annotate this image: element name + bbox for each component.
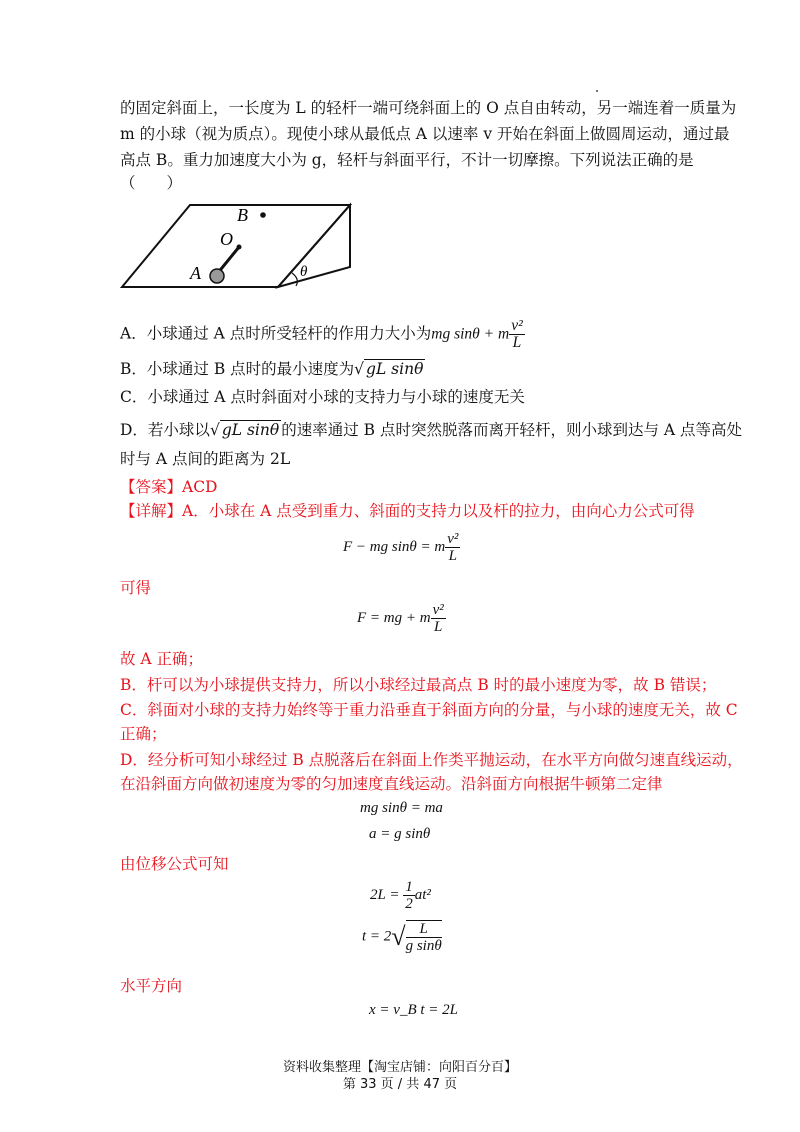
stray-dot <box>596 90 598 92</box>
question-line-4: （ ） <box>120 174 183 192</box>
equation-5: 2L = $\frac{1}{2}$ at² <box>370 879 431 912</box>
option-c: C．小球通过 A 点时斜面对小球的支持力与小球的速度无关 <box>120 388 525 406</box>
pivot-point-o <box>237 245 242 250</box>
sqrt-icon: √ <box>391 922 406 951</box>
label-theta: θ <box>300 264 308 280</box>
equation-7: x = v_B t = 2L <box>369 1002 458 1018</box>
option-d-sqrt: gL sinθ <box>221 421 280 439</box>
option-a-fraction: $\frac{\text{v²}}{L}$ <box>511 317 523 351</box>
option-b <box>120 358 425 380</box>
equation-4: a = g sinθ <box>369 826 431 842</box>
option-b-sqrt: gL sinθ <box>366 360 424 378</box>
text-c-2: 正确； <box>120 725 167 743</box>
text-a-correct: 故 A 正确； <box>120 650 204 668</box>
option-d-text-2: 的速率通过 B 点时突然脱落而离开轻杆，则小球到达与 A 点等高处 <box>281 421 742 439</box>
footer-page-number: 第 33 页 / 共 47 页 <box>342 1077 458 1092</box>
label-a: A <box>190 263 201 283</box>
text-d-2: 在沿斜面方向做初速度为零的匀加速度直线运动。沿斜面方向根据牛顿第二定律 <box>120 775 663 793</box>
incline-figure <box>120 195 360 295</box>
label-b: B <box>237 205 248 225</box>
text-weiyi: 由位移公式可知 <box>120 855 229 873</box>
option-b-text: B．小球通过 B 点时的最小速度为 <box>120 360 355 378</box>
option-a-text: A．小球通过 A 点时所受轻杆的作用力大小为 <box>120 324 432 343</box>
label-o: O <box>220 229 233 249</box>
question-line-2: m 的小球（视为质点）。现使小球从最低点 A 以速率 v 开始在斜面上做圆周运动，通过最 <box>120 125 730 143</box>
ball-at-a <box>210 269 224 283</box>
answer-label: 【答案】ACD <box>120 478 218 496</box>
equation-2: F = mg + m $\frac{\text{v²}}{L}$ <box>357 602 444 635</box>
footer-source: 资料收集整理【淘宝店铺：向阳百分百】 <box>282 1060 517 1075</box>
option-d <box>120 419 742 441</box>
option-a-expr: mg sinθ + m <box>431 325 510 343</box>
sqrt-icon: √ <box>354 360 365 378</box>
option-d-text-1: D．若小球以 <box>120 421 210 439</box>
option-a <box>120 318 525 351</box>
incline-side-face <box>278 205 350 287</box>
text-d-1: D．经分析可知小球经过 B 点脱落后在斜面上作类平抛运动，在水平方向做匀速直线运动， <box>120 751 743 769</box>
sqrt-icon: √ <box>209 421 220 439</box>
option-d-line-2: 时与 A 点间的距离为 2L <box>120 450 291 468</box>
question-line-1: 的固定斜面上，一长度为 L 的轻杆一端可绕斜面上的 O 点自由转动，另一端连着一质量为 <box>120 99 737 117</box>
text-c-1: C．斜面对小球的支持力始终等于重力沿垂直于斜面方向的分量，与小球的速度无关，故 C <box>120 701 738 719</box>
angle-arc <box>292 273 297 286</box>
text-kede: 可得 <box>120 579 152 597</box>
incline-top-surface <box>122 205 350 287</box>
text-horizontal: 水平方向 <box>120 977 183 995</box>
question-line-3: 高点 B。重力加速度大小为 g，轻杆与斜面平行，不计一切摩擦。下列说法正确的是 <box>120 151 694 169</box>
equation-6: t = 2√ $\frac{L}{\text{g sinθ}}$ <box>362 921 442 954</box>
point-b <box>260 212 266 218</box>
explanation-line-1: 【详解】A．小球在 A 点受到重力、斜面的支持力以及杆的拉力，由向心力公式可得 <box>120 502 695 520</box>
text-b: B．杆可以为小球提供支持力，所以小球经过最高点 B 时的最小速度为零，故 B 错误； <box>120 676 717 694</box>
equation-3: mg sinθ = ma <box>360 800 443 816</box>
equation-1: F − mg sinθ = m $\frac{\text{v²}}{L}$ <box>343 531 459 564</box>
